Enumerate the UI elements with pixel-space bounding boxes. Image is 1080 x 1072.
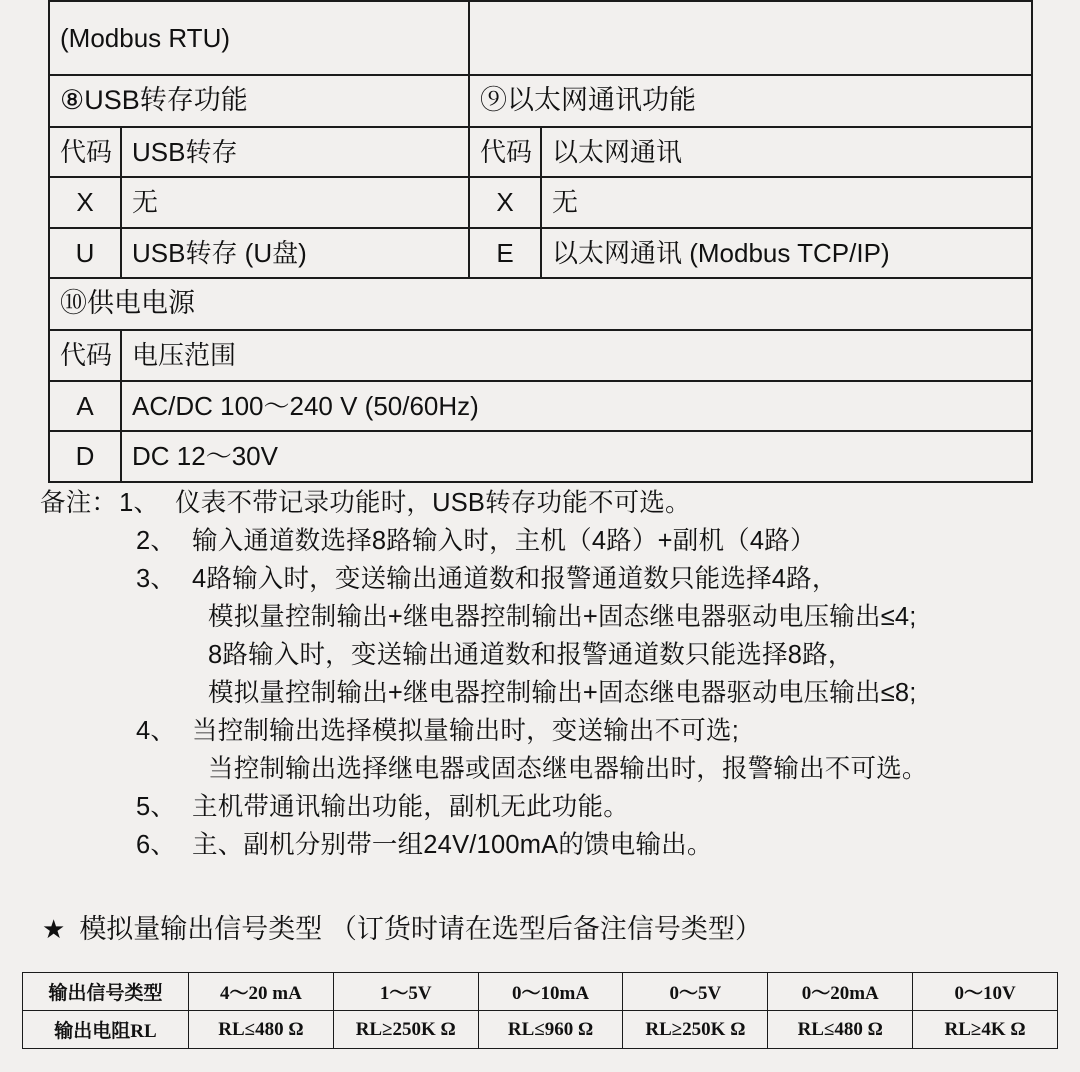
note-line: 当控制输出选择模拟量输出时，变送输出不可选; (192, 717, 739, 745)
value-cell-usb-u: USB转存 (U盘) (121, 228, 469, 279)
note-line: 模拟量控制输出+继电器控制输出+固态继电器驱动电压输出≤8; (208, 679, 917, 707)
note-text: 主机带通讯输出功能，副机无此功能。 (192, 793, 629, 821)
signal-type-cell: 4～20 mA (189, 973, 334, 1011)
partial-row-left: (Modbus RTU) (49, 1, 469, 75)
analog-output-signal-table (22, 972, 1058, 1049)
table-row (49, 75, 1032, 127)
signal-type-cell: 0～5V (623, 973, 768, 1011)
col-header-code-power: 代码 (49, 330, 121, 381)
note-item (40, 712, 1050, 788)
note-item (40, 522, 1050, 560)
note-item (40, 788, 1050, 826)
table-row (49, 330, 1032, 381)
note-text: 仪表不带记录功能时，USB转存功能不可选。 (175, 489, 691, 517)
code-cell-power-a: A (49, 381, 121, 432)
value-cell-ethernet-e: 以太网通讯 (Modbus TCP/IP) (541, 228, 1032, 279)
notes-block (40, 484, 1050, 864)
col-header-value-usb: USB转存 (121, 127, 469, 178)
note-number: 3、 (136, 565, 177, 593)
row-header-signal-type: 输出信号类型 (23, 973, 189, 1011)
section-title-power: ⑩供电电源 (49, 278, 1032, 330)
signal-type-cell: 0～20mA (768, 973, 913, 1011)
note-item (40, 826, 1050, 864)
table-row (49, 1, 1032, 75)
table-row (49, 228, 1032, 279)
resistance-cell: RL≥250K Ω (623, 1011, 768, 1049)
col-header-code-ethernet: 代码 (469, 127, 541, 178)
note-text: 输入通道数选择8路输入时，主机（4路）+副机（4路） (192, 527, 816, 555)
star-icon: ★ (42, 914, 66, 944)
table-row (23, 973, 1058, 1011)
note-item (40, 560, 1050, 712)
signal-type-cell: 0～10V (913, 973, 1058, 1011)
resistance-cell: RL≥250K Ω (333, 1011, 478, 1049)
resistance-cell: RL≤480 Ω (768, 1011, 913, 1049)
note-number: 5、 (136, 793, 177, 821)
table-row (49, 431, 1032, 482)
section-heading-analog-output (42, 912, 762, 946)
resistance-cell: RL≤960 Ω (478, 1011, 623, 1049)
col-header-value-ethernet: 以太网通讯 (541, 127, 1032, 178)
note-number: 1、 (119, 489, 160, 517)
note-text (192, 560, 1050, 712)
note-number: 6、 (136, 831, 177, 859)
resistance-cell: RL≤480 Ω (189, 1011, 334, 1049)
note-line: 8路输入时，变送输出通道数和报警通道数只能选择8路， (208, 641, 854, 669)
ordering-code-table (48, 0, 1033, 483)
code-cell-ethernet-x: X (469, 177, 541, 228)
section-title-usb: ⑧USB转存功能 (49, 75, 469, 127)
table-row (49, 381, 1032, 432)
note-item (40, 484, 1050, 522)
signal-type-cell: 1～5V (333, 973, 478, 1011)
note-line: 4路输入时，变送输出通道数和报警通道数只能选择4路， (192, 565, 838, 593)
note-number: 2、 (136, 527, 177, 555)
note-text (192, 712, 1050, 788)
section-title-ethernet: ⑨以太网通讯功能 (469, 75, 1032, 127)
note-text: 主、副机分别带一组24V/100mA的馈电输出。 (192, 831, 713, 859)
partial-row-right (469, 1, 1032, 75)
section-heading-text: 模拟量输出信号类型 （订货时请在选型后备注信号类型） (79, 914, 762, 944)
signal-type-cell: 0～10mA (478, 973, 623, 1011)
col-header-code-usb: 代码 (49, 127, 121, 178)
table-row (49, 177, 1032, 228)
table-row (23, 1011, 1058, 1049)
table-row (49, 127, 1032, 178)
notes-label: 备注： (40, 489, 118, 517)
resistance-cell: RL≥4K Ω (913, 1011, 1058, 1049)
code-cell-power-d: D (49, 431, 121, 482)
note-number: 4、 (136, 717, 177, 745)
value-cell-usb-x: 无 (121, 177, 469, 228)
value-cell-power-a: AC/DC 100～240 V (50/60Hz) (121, 381, 1032, 432)
col-header-value-power: 电压范围 (121, 330, 1032, 381)
value-cell-power-d: DC 12～30V (121, 431, 1032, 482)
row-header-output-resistance: 输出电阻RL (23, 1011, 189, 1049)
code-cell-usb-u: U (49, 228, 121, 279)
code-cell-ethernet-e: E (469, 228, 541, 279)
note-line: 当控制输出选择继电器或固态继电器输出时，报警输出不可选。 (208, 755, 928, 783)
value-cell-ethernet-x: 无 (541, 177, 1032, 228)
code-cell-usb-x: X (49, 177, 121, 228)
note-line: 模拟量控制输出+继电器控制输出+固态继电器驱动电压输出≤4; (208, 603, 917, 631)
table-row (49, 278, 1032, 330)
